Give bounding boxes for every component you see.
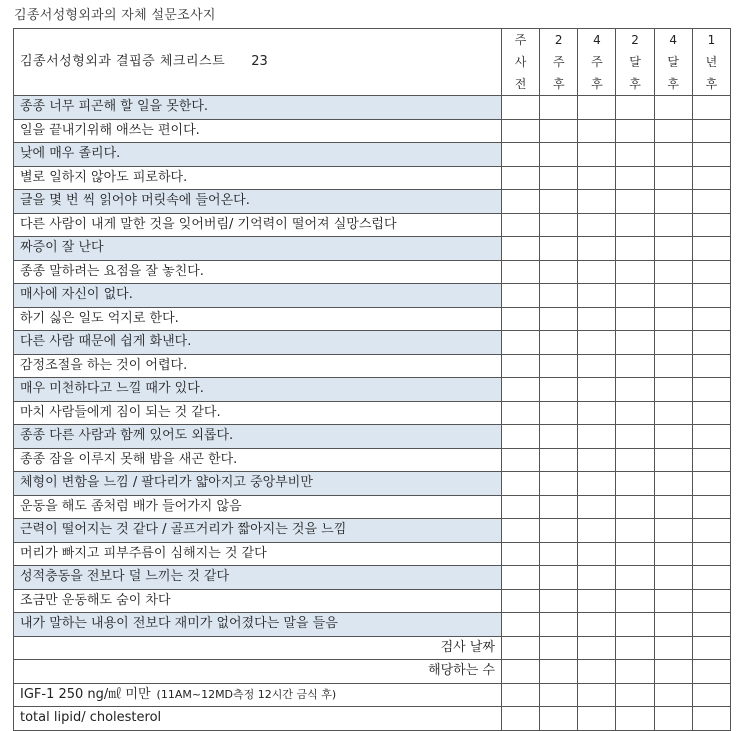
check-cell[interactable] bbox=[540, 119, 578, 143]
check-cell[interactable] bbox=[654, 307, 692, 331]
check-cell[interactable] bbox=[578, 589, 616, 613]
check-cell[interactable] bbox=[654, 660, 692, 684]
question-text: 하기 싫은 일도 억지로 한다. bbox=[14, 307, 502, 331]
count-label: 해당하는 수 bbox=[14, 660, 502, 684]
check-cell[interactable] bbox=[540, 660, 578, 684]
question-text: 운동을 해도 좀처럼 배가 들어가지 않음 bbox=[14, 495, 502, 519]
check-cell[interactable] bbox=[654, 284, 692, 308]
check-cell[interactable] bbox=[654, 448, 692, 472]
question-text: 별로 일하지 않아도 피로하다. bbox=[14, 166, 502, 190]
check-cell[interactable] bbox=[616, 448, 654, 472]
question-row bbox=[14, 260, 731, 284]
check-cell[interactable] bbox=[692, 448, 730, 472]
question-text: 성적충동을 전보다 덜 느끼는 것 같다 bbox=[14, 566, 502, 590]
question-row bbox=[14, 213, 731, 237]
check-cell[interactable] bbox=[502, 683, 540, 707]
check-cell[interactable] bbox=[578, 237, 616, 261]
check-cell[interactable] bbox=[692, 213, 730, 237]
check-cell[interactable] bbox=[578, 401, 616, 425]
check-cell[interactable] bbox=[692, 307, 730, 331]
check-cell[interactable] bbox=[540, 683, 578, 707]
exam-date-row bbox=[14, 636, 731, 660]
check-cell[interactable] bbox=[654, 425, 692, 449]
check-cell[interactable] bbox=[578, 260, 616, 284]
check-cell[interactable] bbox=[502, 284, 540, 308]
question-row bbox=[14, 96, 731, 120]
column-header-4 bbox=[616, 29, 654, 96]
check-cell[interactable] bbox=[616, 683, 654, 707]
check-cell[interactable] bbox=[616, 213, 654, 237]
question-text: 머리가 빠지고 피부주름이 심해지는 것 같다 bbox=[14, 542, 502, 566]
check-cell[interactable] bbox=[540, 589, 578, 613]
igf-row bbox=[14, 683, 731, 707]
check-cell[interactable] bbox=[654, 472, 692, 496]
check-cell[interactable] bbox=[654, 260, 692, 284]
question-text: 감정조절을 하는 것이 어렵다. bbox=[14, 354, 502, 378]
check-cell[interactable] bbox=[692, 660, 730, 684]
check-cell[interactable] bbox=[692, 519, 730, 543]
check-cell[interactable] bbox=[616, 284, 654, 308]
check-cell[interactable] bbox=[654, 96, 692, 120]
question-row bbox=[14, 237, 731, 261]
check-cell[interactable] bbox=[654, 636, 692, 660]
check-cell[interactable] bbox=[654, 119, 692, 143]
check-cell[interactable] bbox=[578, 542, 616, 566]
check-cell[interactable] bbox=[502, 190, 540, 214]
check-cell[interactable] bbox=[578, 96, 616, 120]
check-cell[interactable] bbox=[502, 213, 540, 237]
check-cell[interactable] bbox=[578, 683, 616, 707]
question-row bbox=[14, 378, 731, 402]
check-cell[interactable] bbox=[540, 143, 578, 167]
check-cell[interactable] bbox=[654, 143, 692, 167]
check-cell[interactable] bbox=[540, 472, 578, 496]
check-cell[interactable] bbox=[654, 237, 692, 261]
check-cell[interactable] bbox=[654, 707, 692, 731]
check-cell[interactable] bbox=[616, 119, 654, 143]
question-row bbox=[14, 613, 731, 637]
check-cell[interactable] bbox=[540, 425, 578, 449]
igf-label: IGF-1 250 ng/㎖ 미만 bbox=[20, 686, 151, 702]
check-cell[interactable] bbox=[540, 307, 578, 331]
check-cell[interactable] bbox=[540, 166, 578, 190]
check-cell[interactable] bbox=[654, 589, 692, 613]
check-cell[interactable] bbox=[616, 542, 654, 566]
check-cell[interactable] bbox=[654, 495, 692, 519]
check-cell[interactable] bbox=[502, 589, 540, 613]
check-cell[interactable] bbox=[540, 566, 578, 590]
check-cell[interactable] bbox=[540, 190, 578, 214]
check-cell[interactable] bbox=[654, 190, 692, 214]
question-text: 내가 말하는 내용이 전보다 재미가 없어졌다는 말을 들음 bbox=[14, 613, 502, 637]
column-header-5 bbox=[654, 29, 692, 96]
check-cell[interactable] bbox=[502, 707, 540, 731]
column-header-label: 2 주 후 bbox=[552, 33, 565, 91]
check-cell[interactable] bbox=[616, 660, 654, 684]
check-cell[interactable] bbox=[654, 166, 692, 190]
column-header-3 bbox=[578, 29, 616, 96]
check-cell[interactable] bbox=[578, 213, 616, 237]
check-cell[interactable] bbox=[578, 307, 616, 331]
question-text: 근력이 떨어지는 것 같다 / 골프거리가 짧아지는 것을 느낌 bbox=[14, 519, 502, 543]
check-cell[interactable] bbox=[692, 707, 730, 731]
question-row bbox=[14, 495, 731, 519]
question-text: 종종 잠을 이루지 못해 밤을 새곤 한다. bbox=[14, 448, 502, 472]
column-header-2 bbox=[540, 29, 578, 96]
question-row bbox=[14, 331, 731, 355]
check-cell[interactable] bbox=[692, 190, 730, 214]
check-cell[interactable] bbox=[692, 566, 730, 590]
question-text: 마치 사람들에게 짐이 되는 것 같다. bbox=[14, 401, 502, 425]
check-cell[interactable] bbox=[502, 96, 540, 120]
question-row bbox=[14, 542, 731, 566]
check-cell[interactable] bbox=[578, 613, 616, 637]
check-cell[interactable] bbox=[540, 401, 578, 425]
check-cell[interactable] bbox=[502, 354, 540, 378]
column-header-1 bbox=[502, 29, 540, 96]
question-text: 체형이 변함을 느낌 / 팔다리가 얇아지고 중앙부비만 bbox=[14, 472, 502, 496]
question-text: 짜증이 잘 난다 bbox=[14, 237, 502, 261]
check-cell[interactable] bbox=[578, 119, 616, 143]
checklist-number: 23 bbox=[251, 54, 268, 69]
check-cell[interactable] bbox=[654, 683, 692, 707]
check-cell[interactable] bbox=[616, 707, 654, 731]
check-cell[interactable] bbox=[578, 636, 616, 660]
check-cell[interactable] bbox=[654, 401, 692, 425]
check-cell[interactable] bbox=[578, 190, 616, 214]
check-cell[interactable] bbox=[616, 401, 654, 425]
check-cell[interactable] bbox=[692, 425, 730, 449]
check-cell[interactable] bbox=[692, 636, 730, 660]
check-cell[interactable] bbox=[578, 448, 616, 472]
check-cell[interactable] bbox=[578, 425, 616, 449]
check-cell[interactable] bbox=[616, 96, 654, 120]
question-text: 종종 말하려는 요점을 잘 놓친다. bbox=[14, 260, 502, 284]
check-cell[interactable] bbox=[616, 613, 654, 637]
question-text: 다른 사람이 내게 말한 것을 잊어버림/ 기억력이 떨어져 실망스럽다 bbox=[14, 213, 502, 237]
question-text: 매사에 자신이 없다. bbox=[14, 284, 502, 308]
check-cell[interactable] bbox=[616, 190, 654, 214]
check-cell[interactable] bbox=[692, 166, 730, 190]
column-header-label: 1 년 후 bbox=[705, 33, 718, 91]
check-cell[interactable] bbox=[540, 613, 578, 637]
check-cell[interactable] bbox=[616, 519, 654, 543]
check-cell[interactable] bbox=[578, 354, 616, 378]
lipid-row bbox=[14, 707, 731, 731]
question-row bbox=[14, 519, 731, 543]
question-row bbox=[14, 566, 731, 590]
check-cell[interactable] bbox=[578, 472, 616, 496]
check-cell[interactable] bbox=[540, 331, 578, 355]
column-header-label: 4 달 후 bbox=[667, 33, 679, 91]
check-cell[interactable] bbox=[502, 448, 540, 472]
check-cell[interactable] bbox=[540, 354, 578, 378]
check-cell[interactable] bbox=[578, 660, 616, 684]
checklist-title: 김종서성형외과 결핍증 체크리스트 bbox=[20, 54, 226, 69]
check-cell[interactable] bbox=[578, 519, 616, 543]
question-row bbox=[14, 143, 731, 167]
check-cell[interactable] bbox=[654, 519, 692, 543]
check-cell[interactable] bbox=[540, 213, 578, 237]
question-text: 글을 몇 번 씩 읽어야 머릿속에 들어온다. bbox=[14, 190, 502, 214]
check-cell[interactable] bbox=[692, 589, 730, 613]
check-cell[interactable] bbox=[692, 284, 730, 308]
check-cell[interactable] bbox=[616, 495, 654, 519]
check-cell[interactable] bbox=[578, 495, 616, 519]
check-cell[interactable] bbox=[540, 636, 578, 660]
check-cell[interactable] bbox=[578, 284, 616, 308]
check-cell[interactable] bbox=[692, 542, 730, 566]
question-row bbox=[14, 425, 731, 449]
question-row bbox=[14, 448, 731, 472]
check-cell[interactable] bbox=[616, 237, 654, 261]
check-cell[interactable] bbox=[616, 378, 654, 402]
check-cell[interactable] bbox=[540, 260, 578, 284]
check-cell[interactable] bbox=[692, 354, 730, 378]
check-cell[interactable] bbox=[616, 331, 654, 355]
check-cell[interactable] bbox=[502, 660, 540, 684]
check-cell[interactable] bbox=[692, 331, 730, 355]
check-cell[interactable] bbox=[502, 401, 540, 425]
check-cell[interactable] bbox=[540, 237, 578, 261]
question-row bbox=[14, 354, 731, 378]
check-cell[interactable] bbox=[616, 472, 654, 496]
check-cell[interactable] bbox=[502, 237, 540, 261]
check-cell[interactable] bbox=[692, 260, 730, 284]
column-header-label: 4 주 후 bbox=[591, 33, 603, 91]
question-text: 다른 사람 때문에 쉽게 화낸다. bbox=[14, 331, 502, 355]
check-cell[interactable] bbox=[502, 472, 540, 496]
question-row bbox=[14, 166, 731, 190]
check-cell[interactable] bbox=[654, 566, 692, 590]
check-cell[interactable] bbox=[692, 495, 730, 519]
check-cell[interactable] bbox=[540, 448, 578, 472]
question-text: 매우 미천하다고 느낄 때가 있다. bbox=[14, 378, 502, 402]
check-cell[interactable] bbox=[616, 589, 654, 613]
check-cell[interactable] bbox=[502, 542, 540, 566]
question-text: 낮에 매우 졸리다. bbox=[14, 143, 502, 167]
check-cell[interactable] bbox=[502, 166, 540, 190]
check-cell[interactable] bbox=[654, 213, 692, 237]
check-cell[interactable] bbox=[578, 707, 616, 731]
check-cell[interactable] bbox=[540, 96, 578, 120]
check-cell[interactable] bbox=[616, 566, 654, 590]
check-cell[interactable] bbox=[502, 119, 540, 143]
check-cell[interactable] bbox=[540, 495, 578, 519]
question-text: 일을 끝내기위해 애쓰는 편이다. bbox=[14, 119, 502, 143]
check-cell[interactable] bbox=[502, 260, 540, 284]
check-cell[interactable] bbox=[654, 542, 692, 566]
check-cell[interactable] bbox=[692, 683, 730, 707]
check-cell[interactable] bbox=[616, 307, 654, 331]
check-cell[interactable] bbox=[692, 378, 730, 402]
check-cell[interactable] bbox=[654, 613, 692, 637]
check-cell[interactable] bbox=[654, 354, 692, 378]
count-row bbox=[14, 660, 731, 684]
check-cell[interactable] bbox=[502, 636, 540, 660]
check-cell[interactable] bbox=[616, 143, 654, 167]
question-text: 조금만 운동해도 숨이 차다 bbox=[14, 589, 502, 613]
check-cell[interactable] bbox=[502, 519, 540, 543]
igf-note: (11AM~12MD측정 12시간 금식 후) bbox=[156, 687, 337, 701]
check-cell[interactable] bbox=[540, 519, 578, 543]
checklist-title-cell bbox=[14, 29, 502, 96]
check-cell[interactable] bbox=[616, 425, 654, 449]
checklist-table bbox=[13, 28, 731, 731]
check-cell[interactable] bbox=[540, 284, 578, 308]
check-cell[interactable] bbox=[578, 378, 616, 402]
question-text: 종종 너무 피곤해 할 일을 못한다. bbox=[14, 96, 502, 120]
check-cell[interactable] bbox=[540, 707, 578, 731]
check-cell[interactable] bbox=[692, 119, 730, 143]
exam-date-label: 검사 날짜 bbox=[14, 636, 502, 660]
check-cell[interactable] bbox=[692, 96, 730, 120]
check-cell[interactable] bbox=[692, 143, 730, 167]
check-cell[interactable] bbox=[692, 237, 730, 261]
check-cell[interactable] bbox=[616, 166, 654, 190]
question-row bbox=[14, 589, 731, 613]
question-row bbox=[14, 401, 731, 425]
check-cell[interactable] bbox=[502, 566, 540, 590]
check-cell[interactable] bbox=[692, 472, 730, 496]
check-cell[interactable] bbox=[502, 495, 540, 519]
question-row bbox=[14, 190, 731, 214]
column-header-6 bbox=[692, 29, 730, 96]
header-row bbox=[14, 29, 731, 96]
check-cell[interactable] bbox=[654, 378, 692, 402]
check-cell[interactable] bbox=[616, 636, 654, 660]
question-row bbox=[14, 307, 731, 331]
question-row bbox=[14, 119, 731, 143]
igf-cell bbox=[14, 683, 502, 707]
question-text: 종종 다른 사람과 함께 있어도 외롭다. bbox=[14, 425, 502, 449]
page-title: 김종서성형외과의 자체 설문조사지 bbox=[14, 8, 216, 23]
check-cell[interactable] bbox=[502, 378, 540, 402]
check-cell[interactable] bbox=[502, 425, 540, 449]
check-cell[interactable] bbox=[502, 307, 540, 331]
column-header-label: 주 사 전 bbox=[514, 33, 527, 91]
check-cell[interactable] bbox=[616, 260, 654, 284]
lipid-label: total lipid/ cholesterol bbox=[14, 707, 502, 731]
check-cell[interactable] bbox=[540, 378, 578, 402]
question-row bbox=[14, 472, 731, 496]
check-cell[interactable] bbox=[578, 566, 616, 590]
check-cell[interactable] bbox=[502, 143, 540, 167]
check-cell[interactable] bbox=[692, 401, 730, 425]
check-cell[interactable] bbox=[502, 613, 540, 637]
check-cell[interactable] bbox=[540, 542, 578, 566]
column-header-label: 2 달 후 bbox=[629, 33, 641, 91]
check-cell[interactable] bbox=[578, 143, 616, 167]
question-row bbox=[14, 284, 731, 308]
check-cell[interactable] bbox=[578, 166, 616, 190]
check-cell[interactable] bbox=[616, 354, 654, 378]
check-cell[interactable] bbox=[502, 331, 540, 355]
check-cell[interactable] bbox=[578, 331, 616, 355]
check-cell[interactable] bbox=[654, 331, 692, 355]
check-cell[interactable] bbox=[692, 613, 730, 637]
